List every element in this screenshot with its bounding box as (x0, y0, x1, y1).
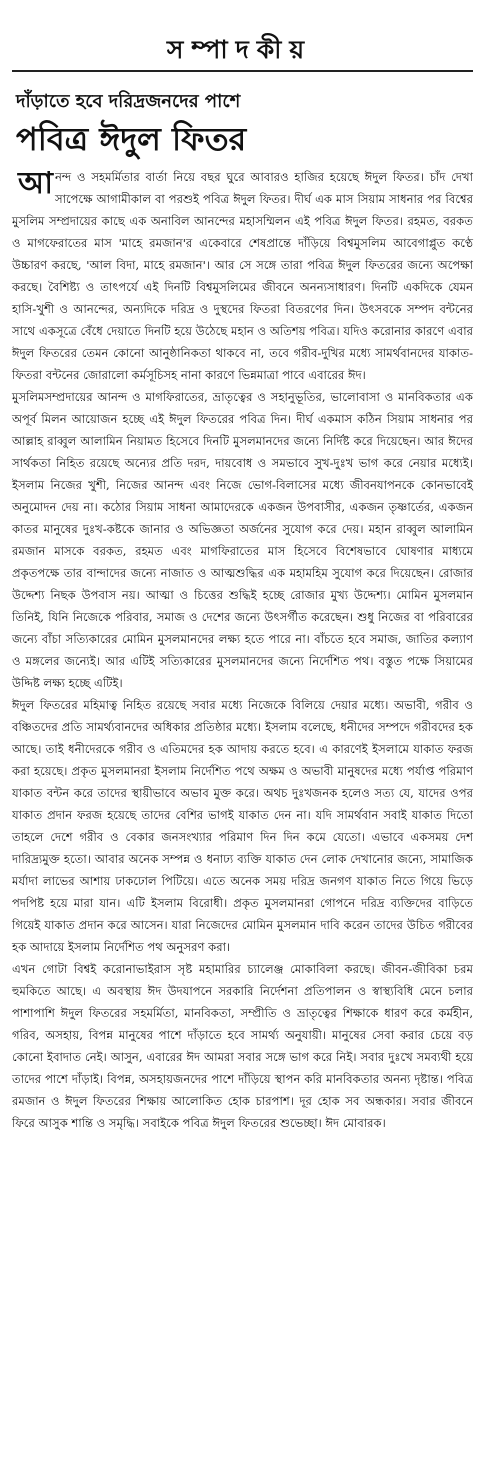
article-body (12, 166, 473, 1134)
article-subheadline: দাঁড়াতে হবে দরিদ্রজনদের পাশে (16, 91, 241, 112)
editorial-page (0, 30, 481, 1134)
article-headline: পবিত্র ঈদুল ফিতর (16, 120, 247, 158)
section-title: সম্পাদকীয় (166, 35, 313, 64)
drop-cap: আ (18, 166, 53, 201)
paragraph-4: এখন গোটা বিশ্বই করোনাভাইরাস সৃষ্ট মহামারির চ্যালেঞ্জ মোকাবিলা করছে। জীবন-জীবিকা চরম হুমকিতে আছে। এ অবস্থায় ঈদ উদযাপনে সরকারি নির্দেশনা প্রতিপালন ও স্বাস্থ্যবিধি মেনে চলার পাশাপাশি ঈদুল ফিতরের সহমর্মিতা, মানবিকতা, সম্প্রীতি ও ভ্রাতৃত্বের শিক্ষাকে ধারণ করে কর্মহীন, গরিব, অসহায়, বিপন্ন মানুষের পাশে দাঁড়াতে হবে সামর্থ্য অনুযায়ী। মানুষের সেবা করার চেয়ে বড় কোনো ইবাদাত নেই। আসুন, এবারের ঈদ আমরা সবার সঙ্গে ভাগ করে নিই। সবার দুঃখে সমব্যথী হয়ে তাদের পাশে দাঁড়াই। বিপন্ন, অসহায়জনদের পাশে দাঁড়িয়ে স্থাপন করি মানবিকতার অনন্য দৃষ্টান্ত। পবিত্র রমজান ও ঈদুল ফিতরের শিক্ষায় আলোকিত হোক চারপাশ। দূর হোক সব অন্ধকার। সবার জীবনে ফিরে আসুক শান্তি ও সমৃদ্ধি। সবাইকে পবিত্র ঈদুল ফিতরের শুভেচ্ছা। ঈদ মোবারক। (12, 962, 473, 1130)
paragraph-2: মুসলিমসম্প্রদায়ের আনন্দ ও মাগফিরাতের, ভ্রাতৃত্বের ও সহানুভূতির, ভালোবাসা ও মানবিকতার এক অপূর্ব মিলন আয়োজন হচ্ছে এই ঈদুল ফিতরের পবিত্র দিন। দীর্ঘ একমাস কঠিন সিয়াম সাধনার পর আল্লাহ রাব্বুল আলামিন নিয়ামত হিসেবে দিনটি মুসলমানদের জন্যে নির্দিষ্ট করে দিয়েছেন। আর ঈদের সার্থকতা নিহিত রয়েছে অন্যের প্রতি দরদ, দায়বোধ ও সমভাবে সুখ-দুঃখ ভাগ করে নেয়ার মধ্যেই। ইসলাম নিজের খুশী, নিজের আনন্দ এবং নিজে ভোগ-বিলাসের মধ্যে জীবনযাপনকে কোনভাবেই অনুমোদন দেয় না। কঠোর সিয়াম সাধনা আমাদেরকে একজন উপবাসীর, একজন তৃষ্ণার্তের, একজন কাতর মানুষের দুঃখ-কষ্টকে জানার ও অভিজ্ঞতা অর্জনের সুযোগ করে দেয়। মহান রাব্বুল আলামিন রমজান মাসকে বরকত, রহমত এবং মাগফিরাতের মাস হিসেবে বিশেষভাবে ঘোষণার মাধ্যমে প্রকৃতপক্ষে তার বান্দাদের জন্যে নাজাত ও আত্মশুদ্ধির এক মহামহিম সুযোগ করে দিয়েছেন। রোজার উদ্দেশ্য নিছক উপবাস নয়। আত্মা ও চিত্তের শুদ্ধিই হচ্ছে রোজার মুখ্য উদ্দেশ্য। মোমিন মুসলমান তিনিই, যিনি নিজেকে পরিবার, সমাজ ও দেশের জন্যে উৎসর্গীত করেছেন। শুধু নিজের বা পরিবারের জন্যে বাঁচা সত্যিকারের মোমিন মুসলমানদের লক্ষ্য হতে পারে না। বাঁচতে হবে সমাজ, জাতির কল্যাণ ও মঙ্গলের জন্যেই। আর এটিই সত্যিকারের মুসলমানদের জন্যে নির্দেশিত পথ। বস্তুত পক্ষে সিয়ামের উদ্দিষ্ট লক্ষ্য হচ্ছে এটিই। (12, 390, 473, 690)
paragraph-1 (12, 166, 473, 386)
paragraph-3: ঈদুল ফিতরের মহিমাত্ব নিহিত রয়েছে সবার মধ্যে নিজেকে বিলিয়ে দেয়ার মধ্যে। অভাবী, গরীব ও বঞ্চিতদের প্রতি সামর্থ্যবানদের অধিকার প্রতিষ্ঠার মধ্যে। ইসলাম বলেছে, ধনীদের সম্পদে গরীবদের হক আছে। তাই ধনীদেরকে গরীব ও এতিমদের হক আদায় করতে হবে। এ কারণেই ইসলামে যাকাত ফরজ করা হয়েছে। প্রকৃত মুসলমানরা ইসলাম নির্দেশিত পথে অক্ষম ও অভাবী মানুষদের মধ্যে পর্যাপ্ত পরিমাণ যাকাত বন্টন করে তাদের স্থায়ীভাবে অভাব মুক্ত করে। অথচ দুঃখজনক হলেও সত্য যে, যাদের ওপর যাকাত প্রদান ফরজ হয়েছে তাদের বেশির ভাগই যাকাত দেন না। যদি সামর্থবান সবাই যাকাত দিতো তাহলে দেশে গরীব ও বেকার জনসংখ্যার পরিমাণ দিন দিন কমে যেতো। এভাবে একসময় দেশ দারিদ্র্যমুক্ত হতো। আবার অনেক সম্পন্ন ও ধনাঢ্য ব্যক্তি যাকাত দেন লোক দেখানোর জন্যে, সামাজিক মর্যাদা লাভের আশায় ঢাকঢোল পিটিয়ে। এতে অনেক সময় দরিদ্র জনগণ যাকাত নিতে গিয়ে ভিড়ে পদপিষ্ট হয়ে মারা যান। এটি ইসলাম বিরোধী। প্রকৃত মুসলমানরা গোপনে দরিদ্র ব্যক্তিদের বাড়িতে গিয়েই যাকাত প্রদান করে আসেন। যারা নিজেদের মোমিন মুসলমান দাবি করেন তাদের উচিত গরীবের হক আদায়ে ইসলাম নির্দেশিত পথ অনুসরণ করা। (12, 698, 473, 954)
divider (12, 70, 473, 72)
paragraph-1-text: নন্দ ও সহমর্মিতার বার্তা নিয়ে বছর ঘুরে আবারও হাজির হয়েছে ঈদুল ফিতর। চাঁদ দেখা সাপেক্ষে আগামীকাল বা পরশুই পবিত্র ঈদুল ফিতর। দীর্ঘ এক মাস সিয়াম সাধনার পর বিশ্বের মুসলিম সম্প্রদায়ের কাছে এক অনাবিল আনন্দের মহাসম্মিলন এই পবিত্র ঈদুল ফিতর। রহমত, বরকত ও মাগফেরাতের মাস 'মাহে রমজান'র একেবারে শেষপ্রান্তে দাঁড়িয়ে বিশ্বমুসলিম আবেগাপ্লুত কণ্ঠে উচ্চারণ করছে, 'আল বিদা, মাহে রমজান'। আর সে সঙ্গে তারা পবিত্র ঈদুল ফিতরের জন্যে অপেক্ষা করছে। বৈশিষ্ট্য ও তাৎপর্যে এই দিনটি বিশ্বমুসলিমের জীবনে অনন্যসাধারণ। দিনটি একদিকে যেমন হাসি-খুশী ও আনন্দের, অন্যদিকে দরিদ্র ও দুস্থদের ফিতরা বিতরণের দিন। উৎসবকে সম্পদ বন্টনের সাথে একসূত্রে বেঁধে দেয়াতে দিনটি হয়ে উঠেছে মহান ও অতিশয় পবিত্র। যদিও করোনার কারণে এবার ঈদুল ফিতরের তেমন কোনো আনুষ্ঠানিকতা থাকবে না, তবে গরীব-দুখির মধ্যে সামর্থবানদের যাকাত-ফিতরা বন্টনের জোরালো কর্মসূচিসহ নানা কারণে ভিন্নমাত্রা পাবে এবারের ঈদ। (12, 170, 473, 382)
